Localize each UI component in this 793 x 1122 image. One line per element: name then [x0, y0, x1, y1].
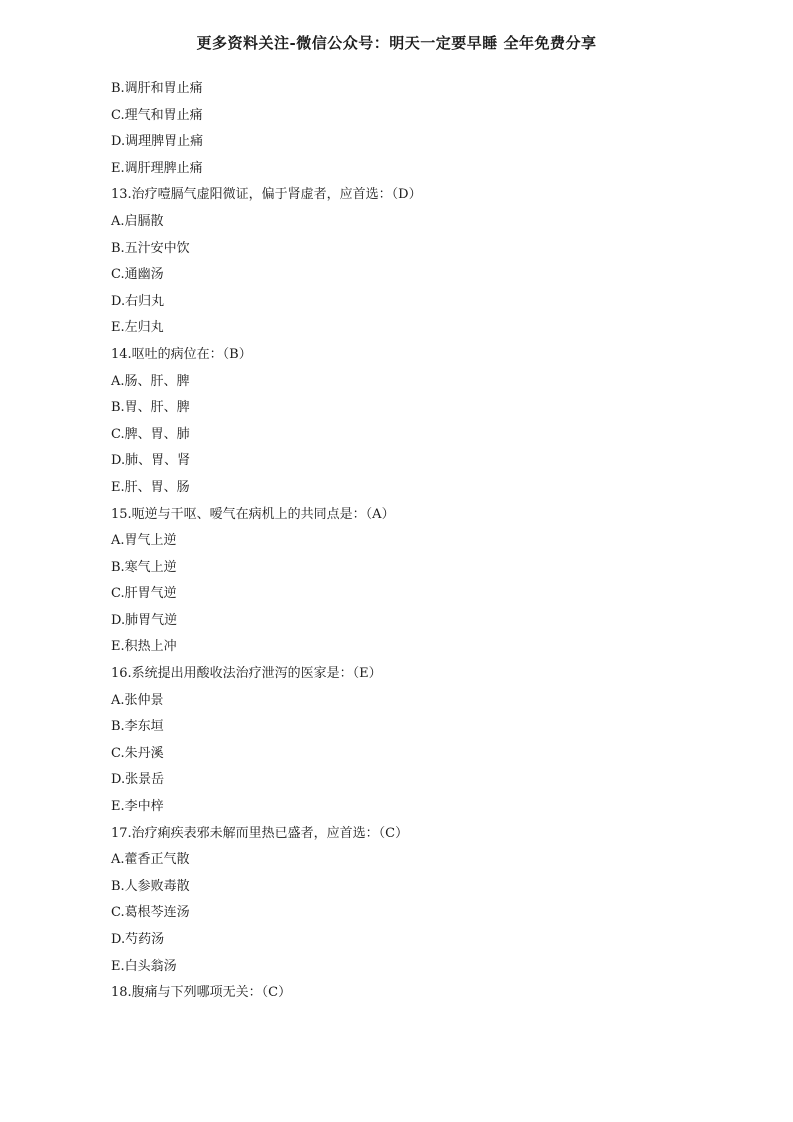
option-line: C.肝胃气逆 [111, 586, 177, 602]
question-line: 16.系统提出用酸收法治疗泄泻的医家是：（E） [111, 666, 382, 682]
option-line: C.朱丹溪 [111, 745, 164, 761]
option-line: A.胃气上逆 [111, 533, 177, 549]
option-line: D.右归丸 [111, 293, 165, 309]
option-line: E.李中梓 [111, 799, 164, 815]
option-line: C.理气和胃止痛 [111, 107, 203, 123]
option-line: E.白头翁汤 [111, 958, 177, 974]
option-line: E.调肝理脾止痛 [111, 160, 203, 176]
option-line: B.人参败毒散 [111, 878, 190, 894]
option-line: A.启膈散 [111, 213, 164, 229]
question-line: 15.呃逆与干呕、嗳气在病机上的共同点是：（A） [111, 506, 395, 522]
option-line: E.积热上冲 [111, 639, 177, 655]
option-line: A.张仲景 [111, 692, 164, 708]
question-line: 14.呕吐的病位在：（B） [111, 346, 252, 362]
option-line: D.肺胃气逆 [111, 612, 178, 628]
option-line: C.通幽汤 [111, 267, 164, 283]
page-header: 更多资料关注-微信公众号：明天一定要早睡 全年免费分享 [196, 34, 597, 52]
question-list [111, 76, 731, 1007]
option-line: D.肺、胃、肾 [111, 453, 191, 469]
option-line: E.左归丸 [111, 320, 164, 336]
option-line: B.五汁安中饮 [111, 240, 190, 256]
question-line: 17.治疗痢疾表邪未解而里热已盛者，应首选：（C） [111, 825, 409, 841]
option-line: D.调理脾胃止痛 [111, 134, 204, 150]
option-line: A.肠、肝、脾 [111, 373, 190, 389]
option-line: C.脾、胃、肺 [111, 426, 190, 442]
option-line: A.藿香正气散 [111, 852, 190, 868]
option-line: E.肝、胃、肠 [111, 479, 190, 495]
option-line: B.李东垣 [111, 719, 164, 735]
option-line: C.葛根芩连汤 [111, 905, 190, 921]
option-line: D.芍药汤 [111, 932, 165, 947]
question-line: 13.治疗噎膈气虚阳微证，偏于肾虚者，应首选：（D） [111, 187, 422, 203]
option-line: D.张景岳 [111, 772, 165, 788]
question-line: 18.腹痛与下列哪项无关：（C） [111, 985, 292, 1001]
option-line: B.寒气上逆 [111, 559, 177, 575]
option-line: B.胃、肝、脾 [111, 400, 190, 416]
option-line: B.调肝和胃止痛 [111, 81, 203, 96]
